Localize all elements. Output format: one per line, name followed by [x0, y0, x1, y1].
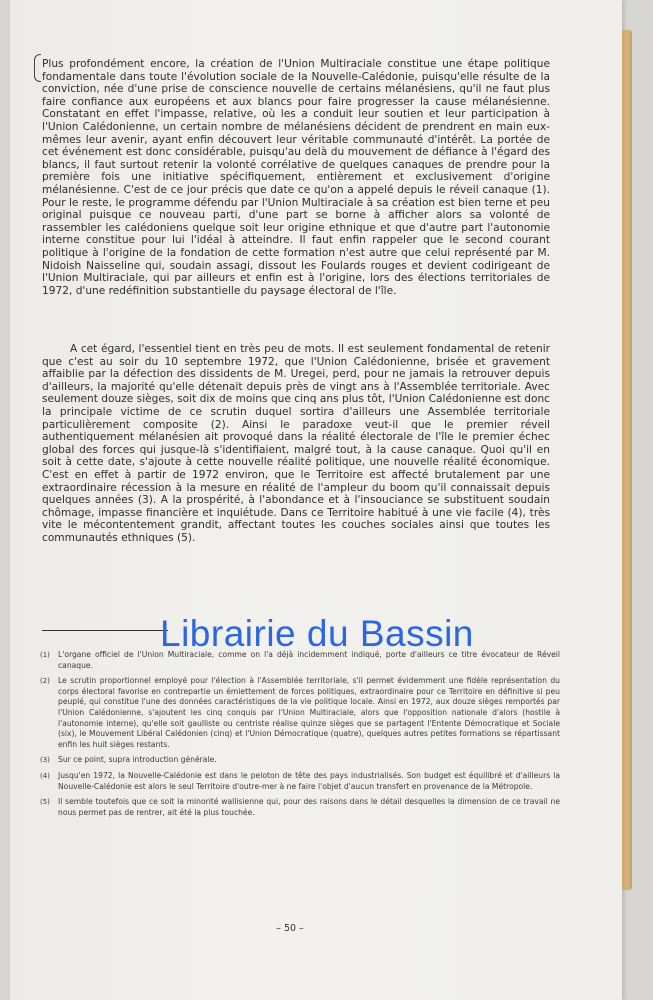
footnote-5	[40, 797, 560, 818]
document-page	[10, 0, 622, 1000]
margin-bracket-mark	[34, 54, 41, 82]
footnote-text: L'organe officiel de l'Union Multiraciale, comme on l'a déjà incidemment indiqué, porte d'ailleurs ce titre évocateur de Réveil canaque.	[58, 650, 560, 670]
page-number: – 50 –	[276, 923, 304, 934]
footnote-number: (2)	[40, 677, 50, 686]
footnote-number: (5)	[40, 798, 50, 807]
footnote-number: (3)	[40, 756, 50, 765]
footnote-text: Sur ce point, supra introduction générale.	[58, 755, 217, 765]
footnotes	[40, 650, 560, 823]
watermark: Librairie du Bassin	[160, 613, 474, 654]
page-edge-stack	[622, 30, 632, 890]
footnote-4	[40, 771, 560, 792]
footnote-text: Jusqu'en 1972, la Nouvelle-Calédonie est dans le peloton de tête des pays industrialisés. Son budget est équilibré et d'ailleurs la Nouvelle-Calédonie est alors le seul Territoire d'outre-mer à ne faire l'objet d'aucun transfert en provenance de la Métropole.	[58, 770, 560, 791]
footnote-2	[40, 676, 560, 750]
paragraph-1: Plus profondément encore, la création de l'Union Multiraciale constitue une étape politique fondamentale dans toute l'évolution sociale de la Nouvelle-Calédonie, puisqu'elle résulte de la conviction, née d'une prise de conscience nouvelle de certains mélanésiens, qu'il ne faut plus faire confiance aux européens et aux blancs pour faire progresser la cause mélanésienne. Constatant en effet l'impasse, relative, où les a conduit leur soutien et leur participation à l'Union Calédonienne, un certain nombre de mélanésiens décident de prendrent en main eux-mêmes leur avenir, ayant enfin découvert leur véritable communauté d'intérêt. La portée de cet événement est donc considérable, puisqu'au delà du mouvement de défiance à l'égard des blancs, il faut surtout retenir la volonté corrélative de quelques canaques de prendre pour la première fois une initiative spécifiquement, entièrement et exclusivement d'origine mélanésienne. C'est de ce jour précis que date ce qu'on a appelé depuis le réveil canaque (1). Pour le reste, le programme défendu par l'Union Multiraciale à sa création est bien terne et peu original puisque ce nouveau parti, d'une part se borne à afficher alors sa volonté de rassembler les calédoniens quelque soit leur origine ethnique et que d'autre part l'autonomie interne constitue pour lui l'idéal à atteindre. Il faut enfin rappeler que le second courant politique à l'origine de la fondation de cette formation n'est autre que celui représenté par M. Nidoish Naisseline qui, soudain assagi, dissout les Foulards rouges et devient codirigeant de l'Union Multiraciale, qui par ailleurs et enfin est à l'origine, lors des élections territoriales de 1972, d'une redéfinition substantielle du paysage électoral de l'île.	[42, 58, 550, 297]
footnote-separator	[42, 630, 168, 631]
footnote-text: Le scrutin proportionnel employé pour l'élection à l'Assemblée territoriale, s'il permet évidemment une fidèle représentation du corps électoral favorise en contrepartie un émiettement de forces politiques, extraordinaire pour ce Territoire en définitive si peu peuplé, qui constitue l'une des données caractéristiques de la vie politique locale. Ainsi en 1972, aux douze sièges remportés par l'Union Calédonienne, s'ajoutent les cinq conquis par l'Union Multiraciale, alors que l'opposition nationale d'alors (hostile à l'autonomie interne), qu'elle soit gaulliste ou centriste réalise quinze sièges que se partagent l'Entente Démocratique et Sociale (six), le Mouvement Libéral Calédonien (cinq) et l'Union Démocratique (quatre), quelques autres petites formations se répartissant enfin les huit sièges restants.	[58, 676, 560, 749]
footnote-3	[40, 755, 560, 766]
footnote-number: (4)	[40, 771, 50, 780]
paragraph-2: A cet égard, l'essentiel tient en très peu de mots. Il est seulement fondamental de retenir que c'est au soir du 10 septembre 1972, que l'Union Calédonienne, brisée et gravement affaiblie par la défection des dissidents de M. Uregei, perd, pour ne jamais la retrouver depuis d'ailleurs, la majorité qu'elle détenait depuis près de vingt ans à l'Assemblée territoriale. Avec seulement douze sièges, soit dix de moins que cinq ans plus tôt, l'Union Calédonienne est donc la principale victime de ce scrutin duquel sortira d'ailleurs une Assemblée territoriale particulièrement composite (2). Ainsi le paradoxe veut-il que le premier réveil authentiquement mélanésien ait provoqué dans la réalité électorale de l'île le premier échec global des forces qui jusque-là s'identifiaient, malgré tout, à la cause canaque. Quoi qu'il en soit à cette date, s'ajoute à cette nouvelle réalité politique, une nouvelle réalité économique. C'est en effet à partir de 1972 environ, que le Territoire est affecté brutalement par une extraordinaire récession à la mesure en réalité de l'ampleur du boom qu'il connaissait depuis quelques années (3). A la prospérité, à l'abondance et à l'insouciance se substituent soudain chômage, impasse financière et inquiétude. Dans ce Territoire habitué à une vie facile (4), très vite le mécontentement grandit, affectant toutes les couches sociales ainsi que toutes les communautés ethniques (5).	[42, 343, 550, 544]
footnote-text: Il semble toutefois que ce soit la minorité wallisienne qui, pour des raisons dans le détail desquelles la dimension de ce travail ne nous permet pas de rentrer, ait été la plus touchée.	[58, 797, 560, 817]
footnote-number: (1)	[40, 651, 50, 659]
